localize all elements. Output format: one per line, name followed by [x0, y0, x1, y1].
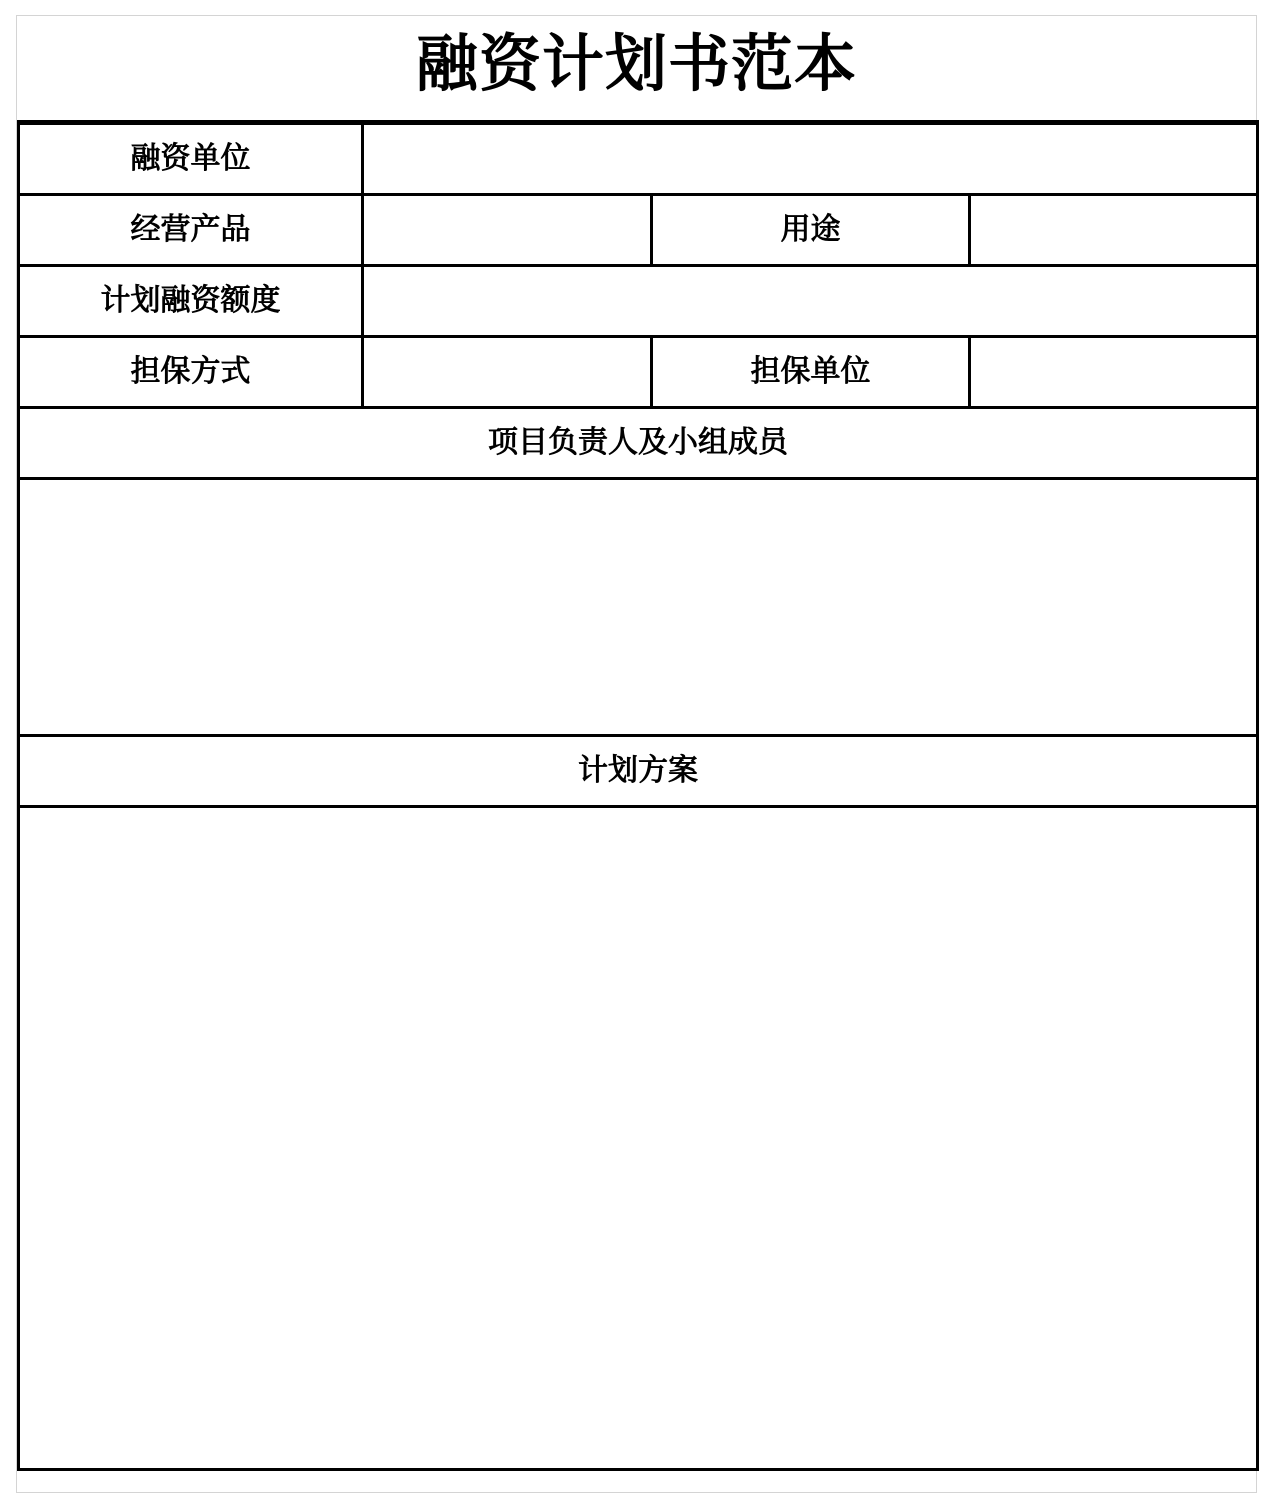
- plan-header-cell: [19, 736, 1258, 807]
- products-field[interactable]: [363, 195, 652, 266]
- products-label: 经营产品: [130, 212, 251, 247]
- financing-unit-label: 融资单位: [130, 141, 251, 176]
- row-planned-amount: [19, 266, 1258, 337]
- guarantee-method-field[interactable]: [363, 337, 652, 408]
- purpose-label-cell: [652, 195, 970, 266]
- row-team-header: [19, 408, 1258, 479]
- planned-amount-field[interactable]: [363, 266, 1258, 337]
- title-row: [16, 15, 1257, 120]
- planned-amount-label-cell: [19, 266, 363, 337]
- purpose-field[interactable]: [970, 195, 1258, 266]
- row-plan-header: [19, 736, 1258, 807]
- financing-unit-field[interactable]: [363, 123, 1258, 195]
- planned-amount-label: 计划融资额度: [100, 283, 281, 318]
- row-guarantee: [19, 337, 1258, 408]
- row-team-content: [19, 479, 1258, 736]
- financing-unit-label-cell: [19, 123, 363, 195]
- guarantor-label-cell: [652, 337, 970, 408]
- team-content-field[interactable]: [19, 479, 1258, 736]
- plan-content-field[interactable]: [19, 807, 1258, 1470]
- row-financing-unit: [19, 123, 1258, 195]
- guarantee-method-label: 担保方式: [130, 354, 251, 389]
- guarantee-method-label-cell: [19, 337, 363, 408]
- financing-plan-form: [17, 120, 1259, 1471]
- plan-header: 计划方案: [578, 753, 698, 788]
- row-products: [19, 195, 1258, 266]
- products-label-cell: [19, 195, 363, 266]
- purpose-label: 用途: [780, 212, 841, 247]
- row-plan-content: [19, 807, 1258, 1470]
- guarantor-label: 担保单位: [750, 354, 871, 389]
- team-header-cell: [19, 408, 1258, 479]
- guarantor-field[interactable]: [970, 337, 1258, 408]
- team-header: 项目负责人及小组成员: [488, 425, 788, 460]
- page-title: 融资计划书范本: [415, 26, 857, 100]
